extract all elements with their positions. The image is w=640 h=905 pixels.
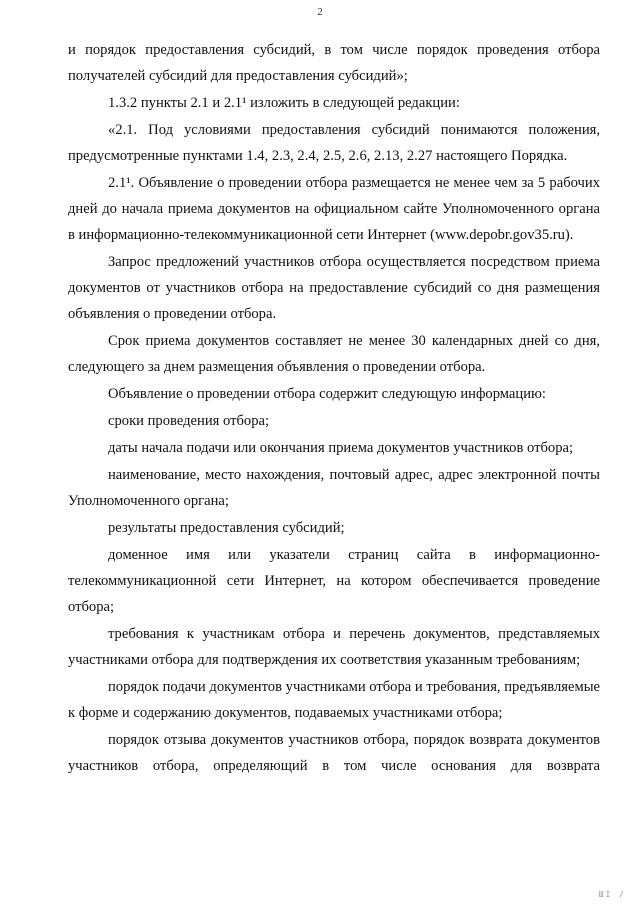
page-number: 2 bbox=[317, 6, 323, 18]
paragraph: порядок подачи документов участниками отбора и требования, предъявляемые к форме и содержанию документов, подаваемых участниками отбора; bbox=[68, 679, 600, 722]
paragraph: даты начала подачи или окончания приема документов участников отбора; bbox=[108, 440, 574, 457]
paragraph: требования к участникам отбора и перечень документов, представляемых участниками отбора для подтверждения их соответствия указанным требованиям; bbox=[68, 626, 600, 669]
document-body bbox=[68, 38, 600, 781]
paragraph: сроки проведения отбора; bbox=[108, 413, 270, 429]
scan-footer-mark: ШI / bbox=[598, 890, 626, 899]
paragraph: Запрос предложений участников отбора осуществляется посредством приема документов от участников отбора на предоставление субсидий со дня размещения объявления о проведении отбора. bbox=[68, 254, 600, 322]
paragraph: Срок приема документов составляет не менее 30 календарных дней со дня, следующего за днем размещения объявления о проведении отбора. bbox=[68, 332, 600, 375]
paragraph: и порядок предоставления субсидий, в том числе порядок проведения отбора получателей субсидий для предоставления субсидий»; bbox=[68, 42, 600, 84]
paragraph: Объявление о проведении отбора содержит следующую информацию: bbox=[108, 385, 546, 402]
paragraph: 2.1¹. Объявление о проведении отбора размещается не менее чем за 5 рабочих дней до начала приема документов на официальном сайте Уполномоченного органа в информационно-телекоммуникационной сети Интернет (www.depobr.gov35.ru). bbox=[68, 175, 600, 243]
paragraph: доменное имя или указатели страниц сайта в информационно-телекоммуникационной сети Интернет, на котором обеспечивается проведение отбора; bbox=[68, 547, 600, 616]
paragraph: «2.1. Под условиями предоставления субсидий понимаются положения, предусмотренные пунктами 1.4, 2.3, 2.4, 2.5, 2.6, 2.13, 2.27 настоящего Порядка. bbox=[68, 122, 600, 164]
paragraph: наименование, место нахождения, почтовый адрес, адрес электронной почты Уполномоченного органа; bbox=[68, 467, 600, 510]
paragraph: результаты предоставления субсидий; bbox=[108, 520, 345, 537]
paragraph: 1.3.2 пункты 2.1 и 2.1¹ изложить в следующей редакции: bbox=[108, 95, 460, 111]
paragraph: порядок отзыва документов участников отбора, порядок возврата документов участников отбора, определяющий в том числе основания для возврата bbox=[68, 732, 600, 775]
